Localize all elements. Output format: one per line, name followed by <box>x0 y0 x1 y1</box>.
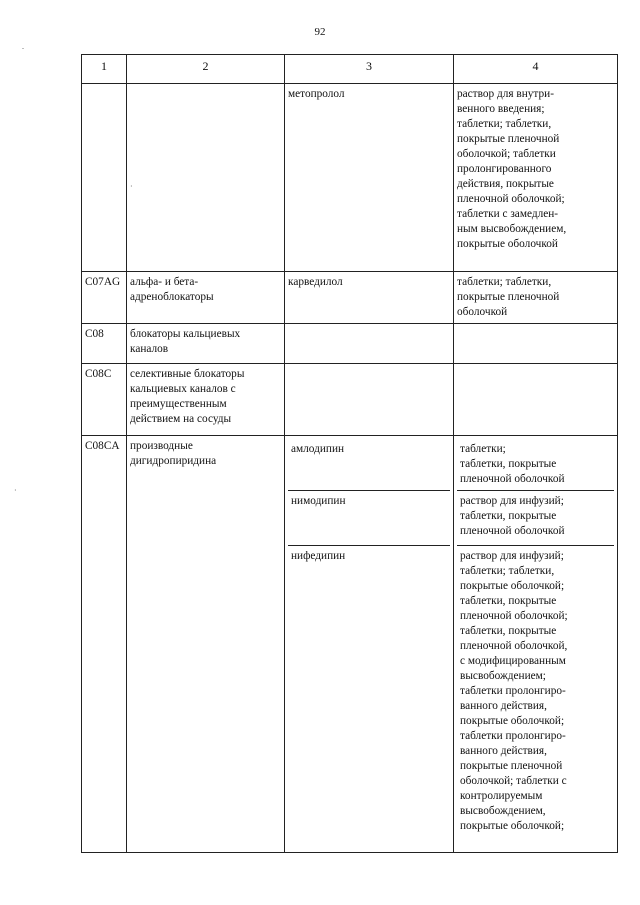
header-col-3: 3 <box>285 55 454 84</box>
drug-name-cell <box>285 364 454 436</box>
dosage-forms-cell: таблетки; таблетки, покрытые пленочной оболочкой <box>454 272 618 324</box>
drug-name-cell: нимодипин <box>288 491 450 546</box>
atc-code-cell <box>82 84 127 272</box>
table-row <box>82 272 618 324</box>
dosage-forms-cell <box>454 364 618 436</box>
dosage-forms-cell: таблетки; таблетки, покрытые пленочной оболочкой <box>457 439 614 491</box>
group-name-cell: альфа- и бета- адреноблокаторы <box>127 272 285 324</box>
header-row <box>82 55 618 84</box>
atc-code-cell: C08 <box>82 324 127 364</box>
dosage-forms-cell: раствор для инфузий; таблетки, покрытые пленочной оболочкой <box>457 491 614 546</box>
atc-code-cell: C07AG <box>82 272 127 324</box>
drug-name-cell <box>285 324 454 364</box>
group-name-cell: производные дигидропиридина <box>127 436 285 853</box>
header-col-2: 2 <box>127 55 285 84</box>
group-name-cell <box>127 84 285 272</box>
atc-code-cell: C08CA <box>82 436 127 853</box>
header-col-1: 1 <box>82 55 127 84</box>
group-name-cell: селективные блокаторы кальциевых каналов с преимущественным действием на сосуды <box>127 364 285 436</box>
table-row <box>82 364 618 436</box>
drug-name-cell: нифедипин <box>291 550 346 562</box>
dosage-forms-cell: раствор для внутри- венного введения; таблетки; таблетки, покрытые пленочной оболочкой; таблетки пролонгированного действия, покрытые пленочной оболочкой; таблетки с замедлен- ным высвобождением, покрытые оболочкой <box>454 84 618 272</box>
group-name-cell: блокаторы кальциевых каналов <box>127 324 285 364</box>
atc-code-cell: C08C <box>82 364 127 436</box>
table-row <box>82 324 618 364</box>
table-row <box>82 84 618 272</box>
scan-speck: · <box>14 486 17 495</box>
header-col-4: 4 <box>454 55 618 84</box>
page-number: 92 <box>314 26 326 38</box>
drug-name-stack <box>285 436 454 853</box>
dosage-forms-cell: раствор для инфузий; таблетки; таблетки, покрытые оболочкой; таблетки, покрытые пленочной оболочкой; таблетки, покрытые пленочной оболочкой, с модифицированным высвобождением; таблетки пролонгиро- ванного действия, покрытые оболочкой; таблетки пролонгиро- ванного действия, покрытые пленочной оболочкой; таблетки с контролируемым высвобождением, покрытые оболочкой; <box>460 550 568 832</box>
drug-table <box>81 54 618 853</box>
drug-name-cell: карведилол <box>285 272 454 324</box>
drug-name-cell: метопролол <box>285 84 454 272</box>
scan-speck: . <box>22 42 24 51</box>
drug-name-cell: амлодипин <box>288 439 450 491</box>
dosage-forms-cell <box>454 324 618 364</box>
dosage-forms-stack <box>454 436 618 853</box>
scan-speck: · <box>130 182 133 191</box>
table-row <box>82 436 618 853</box>
